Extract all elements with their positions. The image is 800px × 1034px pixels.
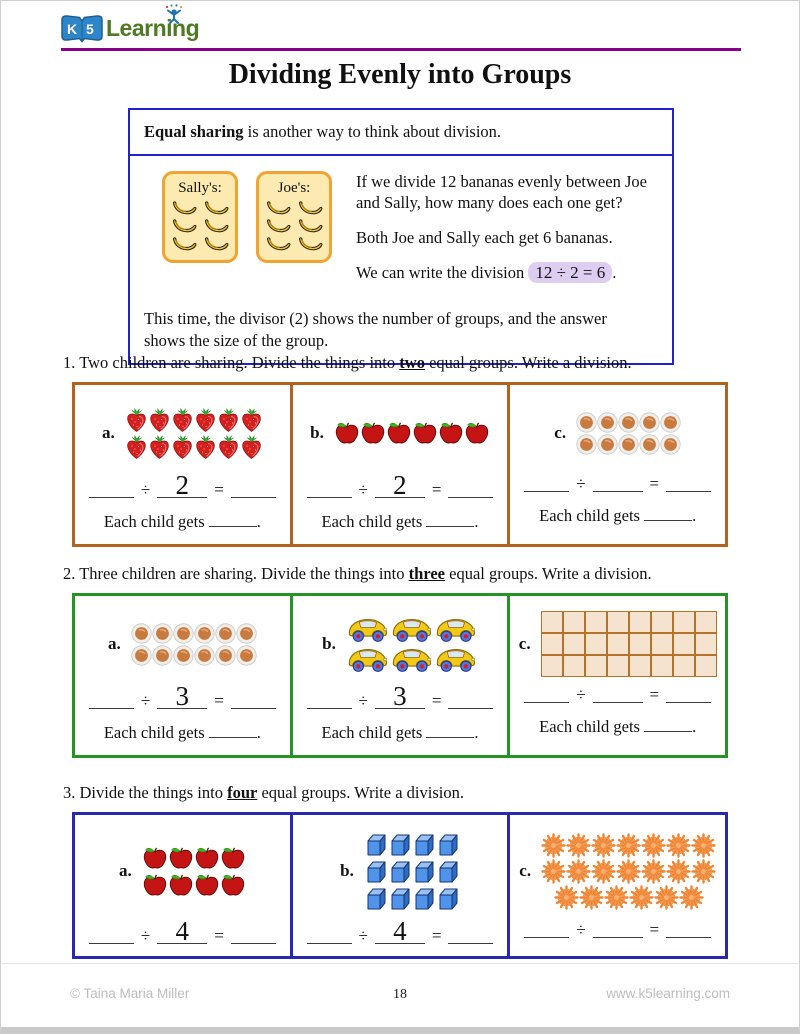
flower-icon [616, 859, 641, 884]
quotient-blank [231, 699, 276, 709]
bun-icon [131, 645, 152, 666]
divisor-blank [157, 916, 207, 946]
grid-square [541, 655, 563, 677]
grid-square [651, 655, 673, 677]
division-sentence [307, 916, 494, 946]
banana-icon [297, 200, 324, 217]
cube-icon [364, 831, 388, 857]
car-icon [346, 645, 390, 674]
question-3-prompt: 3. Divide the things into four equal groups. Write a division. [63, 783, 464, 802]
apple-icon [194, 872, 220, 898]
grid-square [673, 611, 695, 633]
banana-icon [171, 236, 198, 253]
apple-icon [220, 872, 246, 898]
each-child-line: Each child gets . [539, 717, 697, 736]
sallys-bananas [168, 200, 232, 253]
flower-icon [666, 833, 691, 858]
grid-square [585, 633, 607, 655]
cell-label: b. [310, 423, 324, 442]
emphasized-word: three [408, 564, 445, 583]
apple-icon [464, 420, 490, 446]
grid-square [629, 611, 651, 633]
bun-icon [576, 412, 597, 433]
division-sentence [89, 470, 276, 500]
page-number: 18 [393, 987, 407, 1002]
strawberry-icon [240, 434, 263, 460]
divisor-blank [593, 937, 643, 938]
banana-icon [203, 236, 230, 253]
flower-icon [666, 859, 691, 884]
division-sentence [524, 475, 711, 492]
apple-icon [142, 845, 168, 871]
svg-text:K: K [67, 21, 78, 37]
banana-icon [171, 200, 198, 217]
divisor-value: 2 [175, 470, 189, 500]
division-sign: ÷ [140, 690, 151, 710]
banana-icon [265, 218, 292, 235]
bun-icon [173, 645, 194, 666]
grid-square [673, 655, 695, 677]
flower-icon [566, 833, 591, 858]
flower-icon [591, 833, 616, 858]
strawberry-icon [125, 434, 148, 460]
cube-icon [364, 885, 388, 911]
cube-icon [388, 885, 412, 911]
grid-square [607, 611, 629, 633]
flower-icon [541, 859, 566, 884]
each-child-blank [426, 731, 474, 738]
apple-icon [334, 420, 360, 446]
sallys-card [162, 171, 238, 263]
page-footer [2, 963, 798, 1003]
grid-square [541, 611, 563, 633]
dividend-blank [524, 482, 569, 492]
strawberry-icon [148, 434, 171, 460]
apple-icon [142, 872, 168, 898]
jumping-person-icon [163, 4, 185, 24]
division-sign: ÷ [140, 925, 151, 945]
bun-icon [576, 434, 597, 455]
question-3-cell-b [293, 815, 511, 956]
equals-sign: = [431, 479, 442, 499]
apple-icon [168, 872, 194, 898]
bun-icon [618, 434, 639, 455]
cell-label: b. [322, 634, 336, 653]
flower-icon [579, 885, 604, 910]
division-sentence [89, 681, 276, 711]
banana-icon [265, 236, 292, 253]
banana-icon [297, 236, 324, 253]
cube-icon [412, 858, 436, 884]
divisor-value: 3 [393, 681, 407, 711]
cell-label: a. [107, 634, 121, 653]
emphasized-word: two [399, 353, 425, 372]
apple-icon [438, 420, 464, 446]
each-child-line: Each child gets . [321, 722, 479, 742]
strawberry-icon [171, 434, 194, 460]
division-sign: ÷ [140, 479, 151, 499]
strawberry-icon [217, 407, 240, 433]
quotient-blank [448, 699, 493, 709]
divisor-blank [375, 681, 425, 711]
bun-icon [618, 412, 639, 433]
equals-sign: = [649, 920, 660, 939]
grid-square [695, 633, 717, 655]
question-2-cell-a [75, 596, 293, 755]
cube-icon [412, 885, 436, 911]
division-sentence [524, 921, 711, 938]
quotient-blank [666, 482, 711, 492]
dividend-blank [89, 699, 134, 709]
divisor-value: 4 [393, 916, 407, 946]
banana-icon [203, 200, 230, 217]
division-equation-highlight: 12 ÷ 2 = 6 [528, 262, 612, 283]
divisor-blank [593, 491, 643, 492]
purple-divider [61, 48, 741, 51]
cube-icon [412, 831, 436, 857]
strawberry-icon [171, 407, 194, 433]
flower-icon [641, 833, 666, 858]
question-1-cell-b [293, 385, 511, 544]
question-3 [1, 783, 799, 959]
bun-icon [660, 434, 681, 455]
each-child-blank [644, 725, 692, 732]
each-child-line: Each child gets . [321, 511, 479, 531]
bun-icon [194, 623, 215, 644]
flower-icon [616, 833, 641, 858]
dividend-blank [307, 699, 352, 709]
flower-icon [591, 859, 616, 884]
copyright-text: © Taina Maria Miller [70, 986, 190, 1001]
question-3-cell-c [510, 815, 725, 956]
division-sentence [307, 681, 494, 711]
dividend-blank [89, 934, 134, 944]
question-2-cell-c [510, 596, 725, 755]
flower-icon [641, 859, 666, 884]
flower-icon [691, 859, 716, 884]
cell-label: c. [554, 423, 567, 442]
dividend-blank [307, 934, 352, 944]
strawberry-icon [125, 407, 148, 433]
bun-icon [152, 623, 173, 644]
divisor-blank [157, 681, 207, 711]
cell-label: a. [101, 423, 115, 442]
joes-card-label: Joe's: [277, 180, 311, 196]
equals-sign: = [649, 685, 660, 704]
cube-icon [436, 831, 460, 857]
each-child-blank [426, 520, 474, 527]
bun-icon [236, 623, 257, 644]
division-sign: ÷ [358, 479, 368, 499]
banana-icon [265, 200, 292, 217]
flower-icon [604, 885, 629, 910]
dividend-blank [307, 488, 352, 498]
equals-sign: = [649, 474, 660, 493]
cube-icon [388, 831, 412, 857]
question-2 [1, 564, 799, 758]
bun-icon [236, 645, 257, 666]
banana-icon [297, 218, 324, 235]
grid-square [695, 611, 717, 633]
grid-square [607, 633, 629, 655]
strawberry-icon [194, 407, 217, 433]
apple-icon [386, 420, 412, 446]
question-3-table [72, 812, 728, 959]
apple-icon [220, 845, 246, 871]
info-paragraph-3: We can write the division 12 ÷ 2 = 6 . [356, 263, 617, 283]
bun-icon [131, 623, 152, 644]
division-sign: ÷ [576, 685, 586, 704]
sallys-card-label: Sally's: [178, 180, 222, 196]
division-sentence [524, 686, 711, 703]
divisor-blank [593, 702, 643, 703]
website-url: www.k5learning.com [606, 986, 730, 1001]
flower-icon [541, 833, 566, 858]
equals-sign: = [214, 479, 224, 499]
grid-square [651, 611, 673, 633]
division-sign: ÷ [358, 690, 368, 710]
logo-wordmark: Learning [106, 17, 199, 40]
cell-label: c. [518, 634, 531, 653]
each-child-blank [209, 731, 257, 738]
equals-sign: = [214, 690, 224, 710]
dividend-blank [524, 693, 569, 703]
grid-square [563, 655, 585, 677]
division-sign: ÷ [576, 474, 586, 493]
apple-icon [360, 420, 386, 446]
flower-icon [629, 885, 654, 910]
book-icon [59, 12, 105, 44]
divisor-value: 3 [175, 681, 189, 711]
division-sentence [89, 916, 276, 946]
grid-square [541, 633, 563, 655]
question-2-table [72, 593, 728, 758]
flower-icon [691, 833, 716, 858]
emphasized-word: four [227, 783, 258, 802]
banana-icon [171, 218, 198, 235]
grid-square [563, 633, 585, 655]
strawberry-icon [217, 434, 240, 460]
quotient-blank [448, 934, 493, 944]
quotient-blank [231, 934, 276, 944]
question-1-cell-c [510, 385, 725, 544]
page-title: Dividing Evenly into Groups [228, 59, 572, 90]
apple-icon [194, 845, 220, 871]
info-lead-bold: Equal sharing [144, 122, 244, 141]
apple-icon [168, 845, 194, 871]
bun-icon [215, 645, 236, 666]
flower-icon [554, 885, 579, 910]
cell-label: c. [519, 861, 532, 880]
divisor-blank [157, 470, 207, 500]
divisor-blank [375, 470, 425, 500]
bun-icon [639, 434, 660, 455]
quotient-blank [666, 693, 711, 703]
each-child-blank [644, 514, 692, 521]
car-icon [434, 615, 478, 644]
flower-icon [679, 885, 704, 910]
info-lead [130, 110, 672, 156]
grid-square [651, 633, 673, 655]
car-icon [390, 615, 434, 644]
bun-icon [597, 434, 618, 455]
grid-square [563, 611, 585, 633]
quotient-blank [448, 488, 493, 498]
grid-square [673, 633, 695, 655]
apple-icon [412, 420, 438, 446]
equals-sign: = [431, 690, 442, 710]
strawberry-icon [240, 407, 263, 433]
grid-square [585, 655, 607, 677]
info-lead-rest: is another way to think about division. [243, 122, 502, 141]
grid-square [629, 655, 651, 677]
question-1-table [72, 382, 728, 547]
k5-learning-logo [59, 12, 199, 44]
counting-grid [541, 611, 717, 677]
cell-label: a. [118, 861, 132, 880]
bun-icon [660, 412, 681, 433]
question-2-prompt: 2. Three children are sharing. Divide the things into three equal groups. Write a division. [63, 564, 652, 583]
strawberry-icon [194, 434, 217, 460]
question-3-cell-a [75, 815, 293, 956]
car-icon [434, 645, 478, 674]
question-1-cell-a [75, 385, 293, 544]
question-1-prompt: 1. Two children are sharing. Divide the things into two equal groups. Write a division. [63, 353, 632, 372]
division-sign: ÷ [358, 925, 368, 945]
joes-bananas [262, 200, 326, 253]
joes-card [256, 171, 332, 263]
dividend-blank [89, 488, 134, 498]
bun-icon [152, 645, 173, 666]
question-1 [1, 353, 799, 547]
car-icon [390, 645, 434, 674]
strawberry-icon [148, 407, 171, 433]
banana-cards [162, 171, 332, 298]
info-note: This time, the divisor (2) shows the number of groups, and the answer shows the size of the group. [144, 309, 607, 350]
each-child-line: Each child gets . [103, 511, 261, 531]
bun-icon [597, 412, 618, 433]
each-child-blank [209, 520, 257, 527]
grid-square [607, 655, 629, 677]
cube-icon [436, 885, 460, 911]
equals-sign: = [431, 925, 442, 945]
page-edge [1, 1027, 799, 1033]
info-paragraph-1: If we divide 12 bananas evenly between Joe and Sally, how many does each one get? [356, 172, 647, 213]
flower-icon [566, 859, 591, 884]
banana-icon [203, 218, 230, 235]
each-child-line: Each child gets . [103, 722, 261, 742]
bun-icon [194, 645, 215, 666]
cube-icon [388, 858, 412, 884]
division-sign: ÷ [576, 920, 586, 939]
cube-icon [364, 858, 388, 884]
info-main [130, 156, 672, 298]
grid-square [695, 655, 717, 677]
division-sentence [307, 470, 494, 500]
bun-icon [173, 623, 194, 644]
quotient-blank [231, 488, 276, 498]
bun-icon [215, 623, 236, 644]
quotient-blank [666, 928, 711, 938]
divisor-value: 4 [175, 916, 189, 946]
info-box [128, 108, 674, 365]
car-icon [346, 615, 390, 644]
flower-icon [654, 885, 679, 910]
each-child-line: Each child gets . [539, 506, 697, 525]
svg-text:5: 5 [86, 21, 94, 37]
divisor-blank [375, 916, 425, 946]
info-text [356, 171, 664, 298]
cell-label: b. [340, 861, 354, 880]
grid-square [585, 611, 607, 633]
grid-square [629, 633, 651, 655]
info-paragraph-2: Both Joe and Sally each get 6 bananas. [356, 228, 613, 248]
dividend-blank [524, 928, 569, 938]
equals-sign: = [214, 925, 224, 945]
divisor-value: 2 [393, 470, 407, 500]
cube-icon [436, 858, 460, 884]
question-2-cell-b [293, 596, 511, 755]
bun-icon [639, 412, 660, 433]
